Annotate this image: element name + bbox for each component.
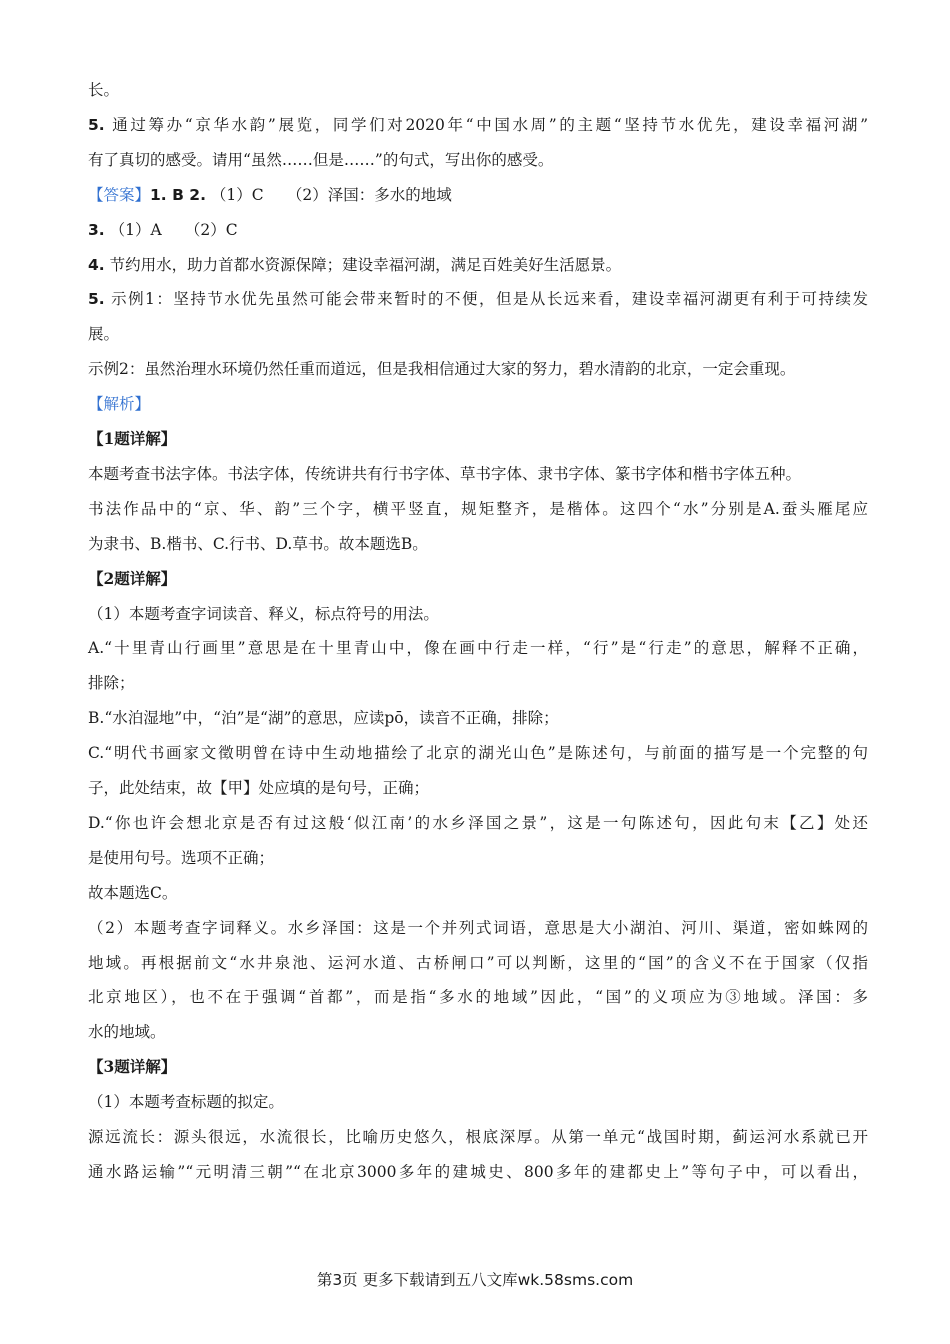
line-text: （1）C （2）泽国：多水的地域: [210, 185, 452, 204]
text-line: [88, 917, 868, 939]
line-text: A.“十里青山行画里”意思是在十里青山中，像在画中行走一样，“行”是“行走”的意思，解释不正确，: [88, 639, 868, 658]
text-line: [88, 1161, 868, 1183]
line-text: 有了真切的感受。请用“虽然……但是……”的句式，写出你的感受。: [88, 150, 554, 169]
page-footer: 第3页 更多下载请到五八文库wk.58sms.com: [316, 1271, 634, 1289]
text-line: [88, 777, 868, 799]
text-line: [88, 1056, 868, 1078]
text-line: [88, 428, 868, 450]
line-text: 地域。再根据前文“水井泉池、运河水道、古桥闸口”可以判断，这里的“国”的含义不在于国家（仅指: [88, 953, 868, 972]
text-line: [88, 184, 868, 206]
text-line: [88, 114, 868, 136]
text-line: [88, 323, 868, 345]
line-text: （1）本题考查字词读音、释义，标点符号的用法。: [88, 604, 439, 623]
text-line: [88, 533, 868, 555]
line-text: 源远流长：源头很远，水流很长，比喻历史悠久，根底深厚。从第一单元“战国时期，蓟运河水系就已开: [88, 1128, 868, 1146]
line-text: 节约用水，助力首都水资源保障；建设幸福河湖，满足百姓美好生活愿景。: [109, 255, 622, 274]
section-heading: 【3题详解】: [88, 1057, 177, 1077]
text-line: [88, 707, 868, 729]
line-text: 北京地区），也不在于强调“首都”，而是指“多水的地域”因此，“国”的义项应为③地域。泽国：多: [88, 988, 868, 1007]
item-number: 5.: [88, 290, 105, 309]
line-text: C.“明代书画家文徵明曾在诗中生动地描绘了北京的湖光山色”是陈述句，与前面的描写是一个完整的句: [88, 744, 868, 763]
line-text: 书法作品中的“京、华、韵”三个字，横平竖直，规矩整齐，是楷体。这四个“水”分别是A.蚕头雁尾应: [88, 499, 868, 518]
text-line: [88, 568, 868, 590]
text-line: [88, 603, 868, 625]
section-heading: 【1题详解】: [88, 429, 177, 448]
line-text: 示例2：虽然治理水环境仍然任重而道远，但是我相信通过大家的努力，碧水清韵的北京，一定会重现。: [88, 360, 796, 379]
text-line: [88, 149, 868, 171]
line-text: 通过筹办“京华水韵”展览，同学们对2020年“中国水周”的主题“坚持节水优先，建设幸福河湖”: [112, 115, 868, 134]
text-line: [88, 79, 868, 101]
line-text: 展。: [88, 325, 120, 344]
section-heading: 【2题详解】: [88, 568, 177, 588]
line-text: 水的地域。: [88, 1023, 166, 1042]
text-line: [88, 498, 868, 520]
line-text: 子，此处结束，故【甲】处应填的是句号，正确；: [88, 779, 430, 797]
text-line: [88, 812, 868, 834]
text-line: [88, 288, 868, 310]
text-line: [88, 254, 868, 276]
line-text: D.“你也许会想北京是否有过这般‘似江南’的水乡泽国之景”，这是一句陈述句，因此句末【乙】处还: [88, 813, 868, 832]
text-line: [88, 742, 868, 764]
text-line: [88, 637, 868, 659]
line-text: 长。: [88, 81, 120, 99]
line-text: 排除；: [88, 674, 135, 693]
text-line: [88, 463, 868, 485]
text-line: [88, 986, 868, 1008]
text-line: [88, 219, 868, 241]
line-text: （1）A （2）C: [109, 220, 238, 239]
line-text: 故本题选C。: [88, 883, 178, 902]
text-line: [88, 1091, 868, 1113]
text-line: [88, 1126, 868, 1148]
line-text: 为隶书、B.楷书、C.行书、D.草书。故本题选B。: [88, 534, 428, 553]
item-number: 1. B 2.: [150, 185, 206, 204]
text-line: [88, 393, 868, 415]
text-line: [88, 952, 868, 974]
item-number: 3.: [88, 220, 105, 239]
line-text: B.“水泊湿地”中，“泊”是“湖”的意思，应读pō，读音不正确，排除；: [88, 709, 559, 728]
answer-label: 【答案】: [88, 185, 151, 204]
line-text: 本题考查书法字体。书法字体，传统讲共有行书字体、草书字体、隶书字体、篆书字体和楷书字体五种。: [88, 464, 802, 483]
line-text: 是使用句号。选项不正确；: [88, 848, 275, 867]
line-text: （1）本题考查标题的拟定。: [88, 1093, 284, 1112]
text-line: [88, 882, 868, 904]
text-line: [88, 1021, 868, 1043]
line-text: （2）本题考查字词释义。水乡泽国：这是一个并列式词语，意思是大小湖泊、河川、渠道，密如蛛网的: [88, 918, 868, 937]
line-text: 通水路运输”“元明清三朝”“在北京3000多年的建城史、800多年的建都史上”等句子中，可以看出，: [88, 1162, 868, 1181]
item-number: 5.: [88, 115, 105, 134]
text-line: [88, 847, 868, 869]
answer-label: 【解析】: [88, 395, 151, 414]
item-number: 4.: [88, 255, 105, 274]
text-line: [88, 358, 868, 380]
line-text: 示例1：坚持节水优先虽然可能会带来暂时的不便，但是从长远来看，建设幸福河湖更有利于可持续发: [111, 290, 868, 309]
text-line: [88, 672, 868, 694]
